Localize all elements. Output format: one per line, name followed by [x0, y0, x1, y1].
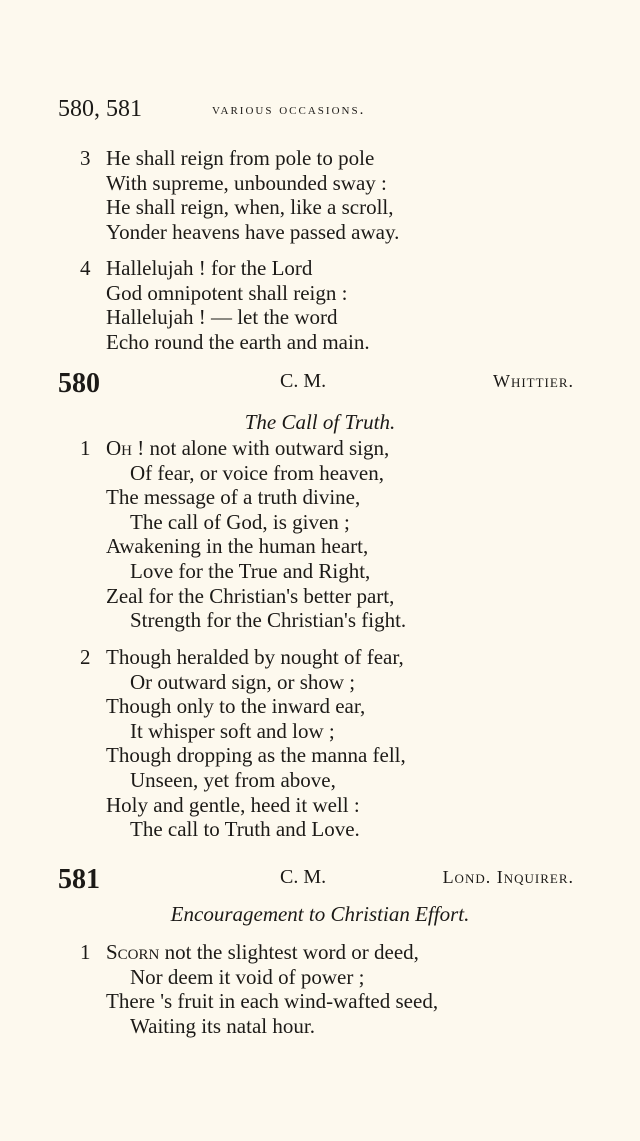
hymn-meter: C. M. — [280, 370, 327, 392]
running-title: various occasions. — [212, 102, 366, 118]
verse-line: Of fear, or voice from heaven, — [130, 460, 384, 485]
verse-line: There 's fruit in each wind-wafted seed, — [106, 989, 439, 1014]
hymn-meter: C. M. — [280, 866, 327, 888]
stanza-1 — [80, 940, 600, 1038]
verse-line: Nor deem it void of power ; — [130, 964, 365, 989]
stanza-4 — [80, 256, 600, 354]
page-header — [58, 96, 578, 126]
verse-line: It whisper soft and low ; — [130, 718, 335, 743]
verse-line: Love for the True and Right, — [130, 558, 371, 583]
hymn-title: Encouragement to Christian Effort. — [170, 902, 470, 926]
stanza-2 — [80, 645, 600, 842]
hymn-number: 580 — [58, 368, 100, 399]
verse-line: Echo round the earth and main. — [106, 329, 370, 354]
hymn-number: 581 — [58, 864, 100, 895]
verse-line: Awakening in the human heart, — [106, 534, 369, 559]
verse-line: He shall reign, when, like a scroll, — [106, 195, 394, 220]
verse-line: The call to Truth and Love. — [130, 817, 360, 842]
verse-line: Holy and gentle, heed it well : — [106, 792, 360, 817]
verse-line: not the slightest word or deed, — [159, 940, 419, 964]
verse-line: Hallelujah ! — let the word — [106, 305, 338, 330]
verse-line: ! not alone with outward sign, — [132, 436, 390, 460]
stanza-3 — [80, 146, 600, 244]
verse-line: The message of a truth divine, — [106, 485, 361, 510]
verse-line: Zeal for the Christian's better part, — [106, 583, 395, 608]
verse-line: Hallelujah ! for the Lord — [106, 256, 313, 280]
stanza-1 — [80, 436, 600, 633]
verse-line: With supreme, unbounded sway : — [106, 170, 387, 195]
verse-line: Unseen, yet from above, — [130, 767, 336, 792]
hymn-author: Whittier. — [492, 371, 574, 391]
verse-line: The call of God, is given ; — [130, 509, 350, 534]
hymn-581-heading — [58, 864, 574, 894]
verse-first-word: Scorn — [106, 940, 160, 964]
verse-line: He shall reign from pole to pole — [106, 146, 375, 170]
page-numbers: 580, 581 — [58, 96, 142, 122]
stanza-number: 1 — [80, 940, 91, 964]
hymn-title: The Call of Truth. — [244, 410, 396, 434]
hymn-580-heading — [58, 368, 574, 398]
verse-line: Though heralded by nought of fear, — [106, 645, 404, 669]
stanza-number: 3 — [80, 146, 91, 170]
verse-line: Or outward sign, or show ; — [130, 669, 356, 694]
verse-line: Though dropping as the manna fell, — [106, 743, 406, 768]
stanza-number: 4 — [80, 256, 91, 280]
verse-line: Yonder heavens have passed away. — [106, 219, 400, 244]
verse-first-word: Oh — [106, 436, 132, 460]
verse-line: Strength for the Christian's fight. — [130, 608, 407, 633]
verse-line: Waiting its natal hour. — [130, 1013, 315, 1038]
hymn-author: Lond. Inquirer. — [442, 867, 574, 887]
stanza-number: 2 — [80, 645, 91, 669]
stanza-number: 1 — [80, 436, 91, 460]
verse-line: Though only to the inward ear, — [106, 694, 366, 719]
verse-line: God omnipotent shall reign : — [106, 280, 348, 305]
